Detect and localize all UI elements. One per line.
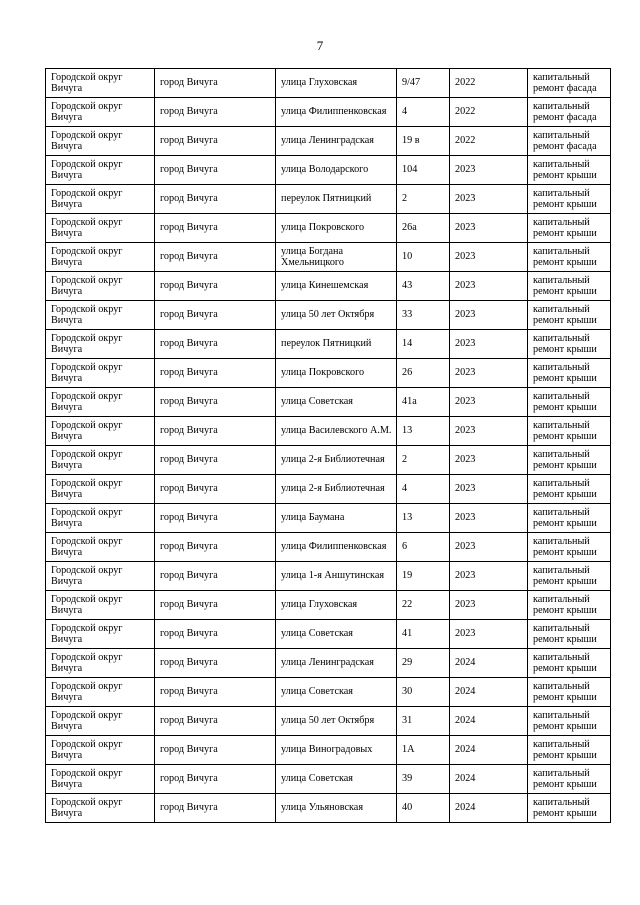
street-cell: улица Володарского [276, 156, 397, 185]
settlement-cell: город Вичуга [155, 185, 276, 214]
year-cell: 2024 [450, 707, 528, 736]
year-cell: 2023 [450, 272, 528, 301]
street-cell: улица Богдана Хмельницкого [276, 243, 397, 272]
year-cell: 2023 [450, 388, 528, 417]
work-type-cell: капитальный ремонт крыши [528, 185, 611, 214]
settlement-cell: город Вичуга [155, 533, 276, 562]
work-type-cell: капитальный ремонт крыши [528, 214, 611, 243]
municipality-cell: Городской округ Вичуга [46, 388, 155, 417]
house-number-cell: 10 [397, 243, 450, 272]
settlement-cell: город Вичуга [155, 475, 276, 504]
house-number-cell: 43 [397, 272, 450, 301]
table-row [46, 678, 611, 707]
house-number-cell: 4 [397, 98, 450, 127]
work-type-cell: капитальный ремонт крыши [528, 562, 611, 591]
work-type-cell: капитальный ремонт крыши [528, 765, 611, 794]
settlement-cell: город Вичуга [155, 504, 276, 533]
table-row [46, 330, 611, 359]
municipality-cell: Городской округ Вичуга [46, 533, 155, 562]
street-cell: улица 2-я Библиотечная [276, 446, 397, 475]
year-cell: 2023 [450, 156, 528, 185]
settlement-cell: город Вичуга [155, 330, 276, 359]
street-cell: переулок Пятницкий [276, 330, 397, 359]
settlement-cell: город Вичуга [155, 301, 276, 330]
settlement-cell: город Вичуга [155, 765, 276, 794]
street-cell: улица Василевского А.М. [276, 417, 397, 446]
municipality-cell: Городской округ Вичуга [46, 243, 155, 272]
table-row [46, 707, 611, 736]
year-cell: 2022 [450, 98, 528, 127]
municipality-cell: Городской округ Вичуга [46, 156, 155, 185]
settlement-cell: город Вичуга [155, 736, 276, 765]
table-row [46, 736, 611, 765]
settlement-cell: город Вичуга [155, 98, 276, 127]
municipality-cell: Городской округ Вичуга [46, 678, 155, 707]
table-row [46, 243, 611, 272]
table-row [46, 214, 611, 243]
year-cell: 2023 [450, 562, 528, 591]
table-row [46, 301, 611, 330]
year-cell: 2024 [450, 678, 528, 707]
work-type-cell: капитальный ремонт крыши [528, 388, 611, 417]
table-row [46, 69, 611, 98]
municipality-cell: Городской округ Вичуга [46, 620, 155, 649]
table-row [46, 98, 611, 127]
table-row [46, 388, 611, 417]
settlement-cell: город Вичуга [155, 243, 276, 272]
year-cell: 2023 [450, 504, 528, 533]
year-cell: 2023 [450, 359, 528, 388]
house-number-cell: 22 [397, 591, 450, 620]
municipality-cell: Городской округ Вичуга [46, 214, 155, 243]
year-cell: 2022 [450, 69, 528, 98]
year-cell: 2023 [450, 301, 528, 330]
work-type-cell: капитальный ремонт крыши [528, 272, 611, 301]
street-cell: улица Баумана [276, 504, 397, 533]
year-cell: 2023 [450, 330, 528, 359]
settlement-cell: город Вичуга [155, 359, 276, 388]
year-cell: 2023 [450, 185, 528, 214]
house-number-cell: 104 [397, 156, 450, 185]
work-type-cell: капитальный ремонт крыши [528, 417, 611, 446]
street-cell: улица Ульяновская [276, 794, 397, 823]
settlement-cell: город Вичуга [155, 678, 276, 707]
settlement-cell: город Вичуга [155, 620, 276, 649]
municipality-cell: Городской округ Вичуга [46, 475, 155, 504]
house-number-cell: 6 [397, 533, 450, 562]
house-number-cell: 9/47 [397, 69, 450, 98]
municipality-cell: Городской округ Вичуга [46, 359, 155, 388]
municipality-cell: Городской округ Вичуга [46, 765, 155, 794]
year-cell: 2023 [450, 591, 528, 620]
house-number-cell: 40 [397, 794, 450, 823]
table-row [46, 156, 611, 185]
street-cell: улица Филиппенковская [276, 98, 397, 127]
municipality-cell: Городской округ Вичуга [46, 272, 155, 301]
settlement-cell: город Вичуга [155, 446, 276, 475]
table-row [46, 649, 611, 678]
work-type-cell: капитальный ремонт крыши [528, 649, 611, 678]
work-type-cell: капитальный ремонт крыши [528, 533, 611, 562]
work-type-cell: капитальный ремонт фасада [528, 69, 611, 98]
house-number-cell: 13 [397, 504, 450, 533]
municipality-cell: Городской округ Вичуга [46, 736, 155, 765]
table-body [46, 69, 611, 823]
house-number-cell: 30 [397, 678, 450, 707]
table-row [46, 446, 611, 475]
settlement-cell: город Вичуга [155, 707, 276, 736]
house-number-cell: 41а [397, 388, 450, 417]
work-type-cell: капитальный ремонт крыши [528, 678, 611, 707]
table-row [46, 504, 611, 533]
house-number-cell: 39 [397, 765, 450, 794]
municipality-cell: Городской округ Вичуга [46, 794, 155, 823]
table-row [46, 794, 611, 823]
street-cell: улица Филиппенковская [276, 533, 397, 562]
work-type-cell: капитальный ремонт крыши [528, 330, 611, 359]
house-number-cell: 2 [397, 185, 450, 214]
street-cell: улица Ленинградская [276, 649, 397, 678]
municipality-cell: Городской округ Вичуга [46, 185, 155, 214]
settlement-cell: город Вичуга [155, 69, 276, 98]
year-cell: 2023 [450, 533, 528, 562]
settlement-cell: город Вичуга [155, 591, 276, 620]
table-row [46, 127, 611, 156]
year-cell: 2023 [450, 417, 528, 446]
settlement-cell: город Вичуга [155, 794, 276, 823]
work-type-cell: капитальный ремонт крыши [528, 794, 611, 823]
street-cell: улица Советская [276, 765, 397, 794]
table-row [46, 562, 611, 591]
municipality-cell: Городской округ Вичуга [46, 69, 155, 98]
year-cell: 2023 [450, 214, 528, 243]
settlement-cell: город Вичуга [155, 214, 276, 243]
municipality-cell: Городской округ Вичуга [46, 446, 155, 475]
year-cell: 2023 [450, 475, 528, 504]
street-cell: улица Советская [276, 620, 397, 649]
page-number: 7 [316, 38, 324, 53]
house-number-cell: 2 [397, 446, 450, 475]
settlement-cell: город Вичуга [155, 127, 276, 156]
house-number-cell: 1А [397, 736, 450, 765]
house-number-cell: 19 [397, 562, 450, 591]
municipality-cell: Городской округ Вичуга [46, 417, 155, 446]
municipality-cell: Городской округ Вичуга [46, 707, 155, 736]
year-cell: 2023 [450, 243, 528, 272]
year-cell: 2024 [450, 649, 528, 678]
street-cell: улица Покровского [276, 214, 397, 243]
house-number-cell: 13 [397, 417, 450, 446]
house-number-cell: 29 [397, 649, 450, 678]
table-row [46, 417, 611, 446]
street-cell: улица Покровского [276, 359, 397, 388]
municipality-cell: Городской округ Вичуга [46, 301, 155, 330]
work-type-cell: капитальный ремонт крыши [528, 156, 611, 185]
house-number-cell: 33 [397, 301, 450, 330]
work-type-cell: капитальный ремонт крыши [528, 475, 611, 504]
street-cell: улица 1-я Аншутинская [276, 562, 397, 591]
municipality-cell: Городской округ Вичуга [46, 504, 155, 533]
house-number-cell: 41 [397, 620, 450, 649]
year-cell: 2024 [450, 736, 528, 765]
table-row [46, 765, 611, 794]
table-row [46, 185, 611, 214]
street-cell: улица Виноградовых [276, 736, 397, 765]
year-cell: 2024 [450, 794, 528, 823]
street-cell: улица Глуховская [276, 591, 397, 620]
work-type-cell: капитальный ремонт крыши [528, 359, 611, 388]
street-cell: улица Кинешемская [276, 272, 397, 301]
year-cell: 2024 [450, 765, 528, 794]
settlement-cell: город Вичуга [155, 388, 276, 417]
work-type-cell: капитальный ремонт крыши [528, 620, 611, 649]
work-type-cell: капитальный ремонт крыши [528, 446, 611, 475]
settlement-cell: город Вичуга [155, 156, 276, 185]
house-number-cell: 4 [397, 475, 450, 504]
municipality-cell: Городской округ Вичуга [46, 98, 155, 127]
street-cell: улица 2-я Библиотечная [276, 475, 397, 504]
work-type-cell: капитальный ремонт крыши [528, 243, 611, 272]
street-cell: улица 50 лет Октября [276, 707, 397, 736]
work-type-cell: капитальный ремонт фасада [528, 98, 611, 127]
year-cell: 2022 [450, 127, 528, 156]
municipality-cell: Городской округ Вичуга [46, 649, 155, 678]
municipality-cell: Городской округ Вичуга [46, 127, 155, 156]
settlement-cell: город Вичуга [155, 649, 276, 678]
repair-schedule-table [45, 68, 611, 823]
house-number-cell: 14 [397, 330, 450, 359]
year-cell: 2023 [450, 446, 528, 475]
street-cell: улица Советская [276, 388, 397, 417]
table-row [46, 533, 611, 562]
table-row [46, 620, 611, 649]
year-cell: 2023 [450, 620, 528, 649]
table-row [46, 272, 611, 301]
settlement-cell: город Вичуга [155, 272, 276, 301]
street-cell: улица Глуховская [276, 69, 397, 98]
table-row [46, 359, 611, 388]
work-type-cell: капитальный ремонт крыши [528, 504, 611, 533]
municipality-cell: Городской округ Вичуга [46, 330, 155, 359]
work-type-cell: капитальный ремонт крыши [528, 591, 611, 620]
house-number-cell: 26а [397, 214, 450, 243]
house-number-cell: 31 [397, 707, 450, 736]
street-cell: улица Ленинградская [276, 127, 397, 156]
work-type-cell: капитальный ремонт крыши [528, 707, 611, 736]
municipality-cell: Городской округ Вичуга [46, 591, 155, 620]
street-cell: улица 50 лет Октября [276, 301, 397, 330]
settlement-cell: город Вичуга [155, 417, 276, 446]
house-number-cell: 26 [397, 359, 450, 388]
municipality-cell: Городской округ Вичуга [46, 562, 155, 591]
work-type-cell: капитальный ремонт крыши [528, 736, 611, 765]
work-type-cell: капитальный ремонт фасада [528, 127, 611, 156]
work-type-cell: капитальный ремонт крыши [528, 301, 611, 330]
street-cell: переулок Пятницкий [276, 185, 397, 214]
settlement-cell: город Вичуга [155, 562, 276, 591]
street-cell: улица Советская [276, 678, 397, 707]
table-row [46, 591, 611, 620]
house-number-cell: 19 в [397, 127, 450, 156]
table-row [46, 475, 611, 504]
